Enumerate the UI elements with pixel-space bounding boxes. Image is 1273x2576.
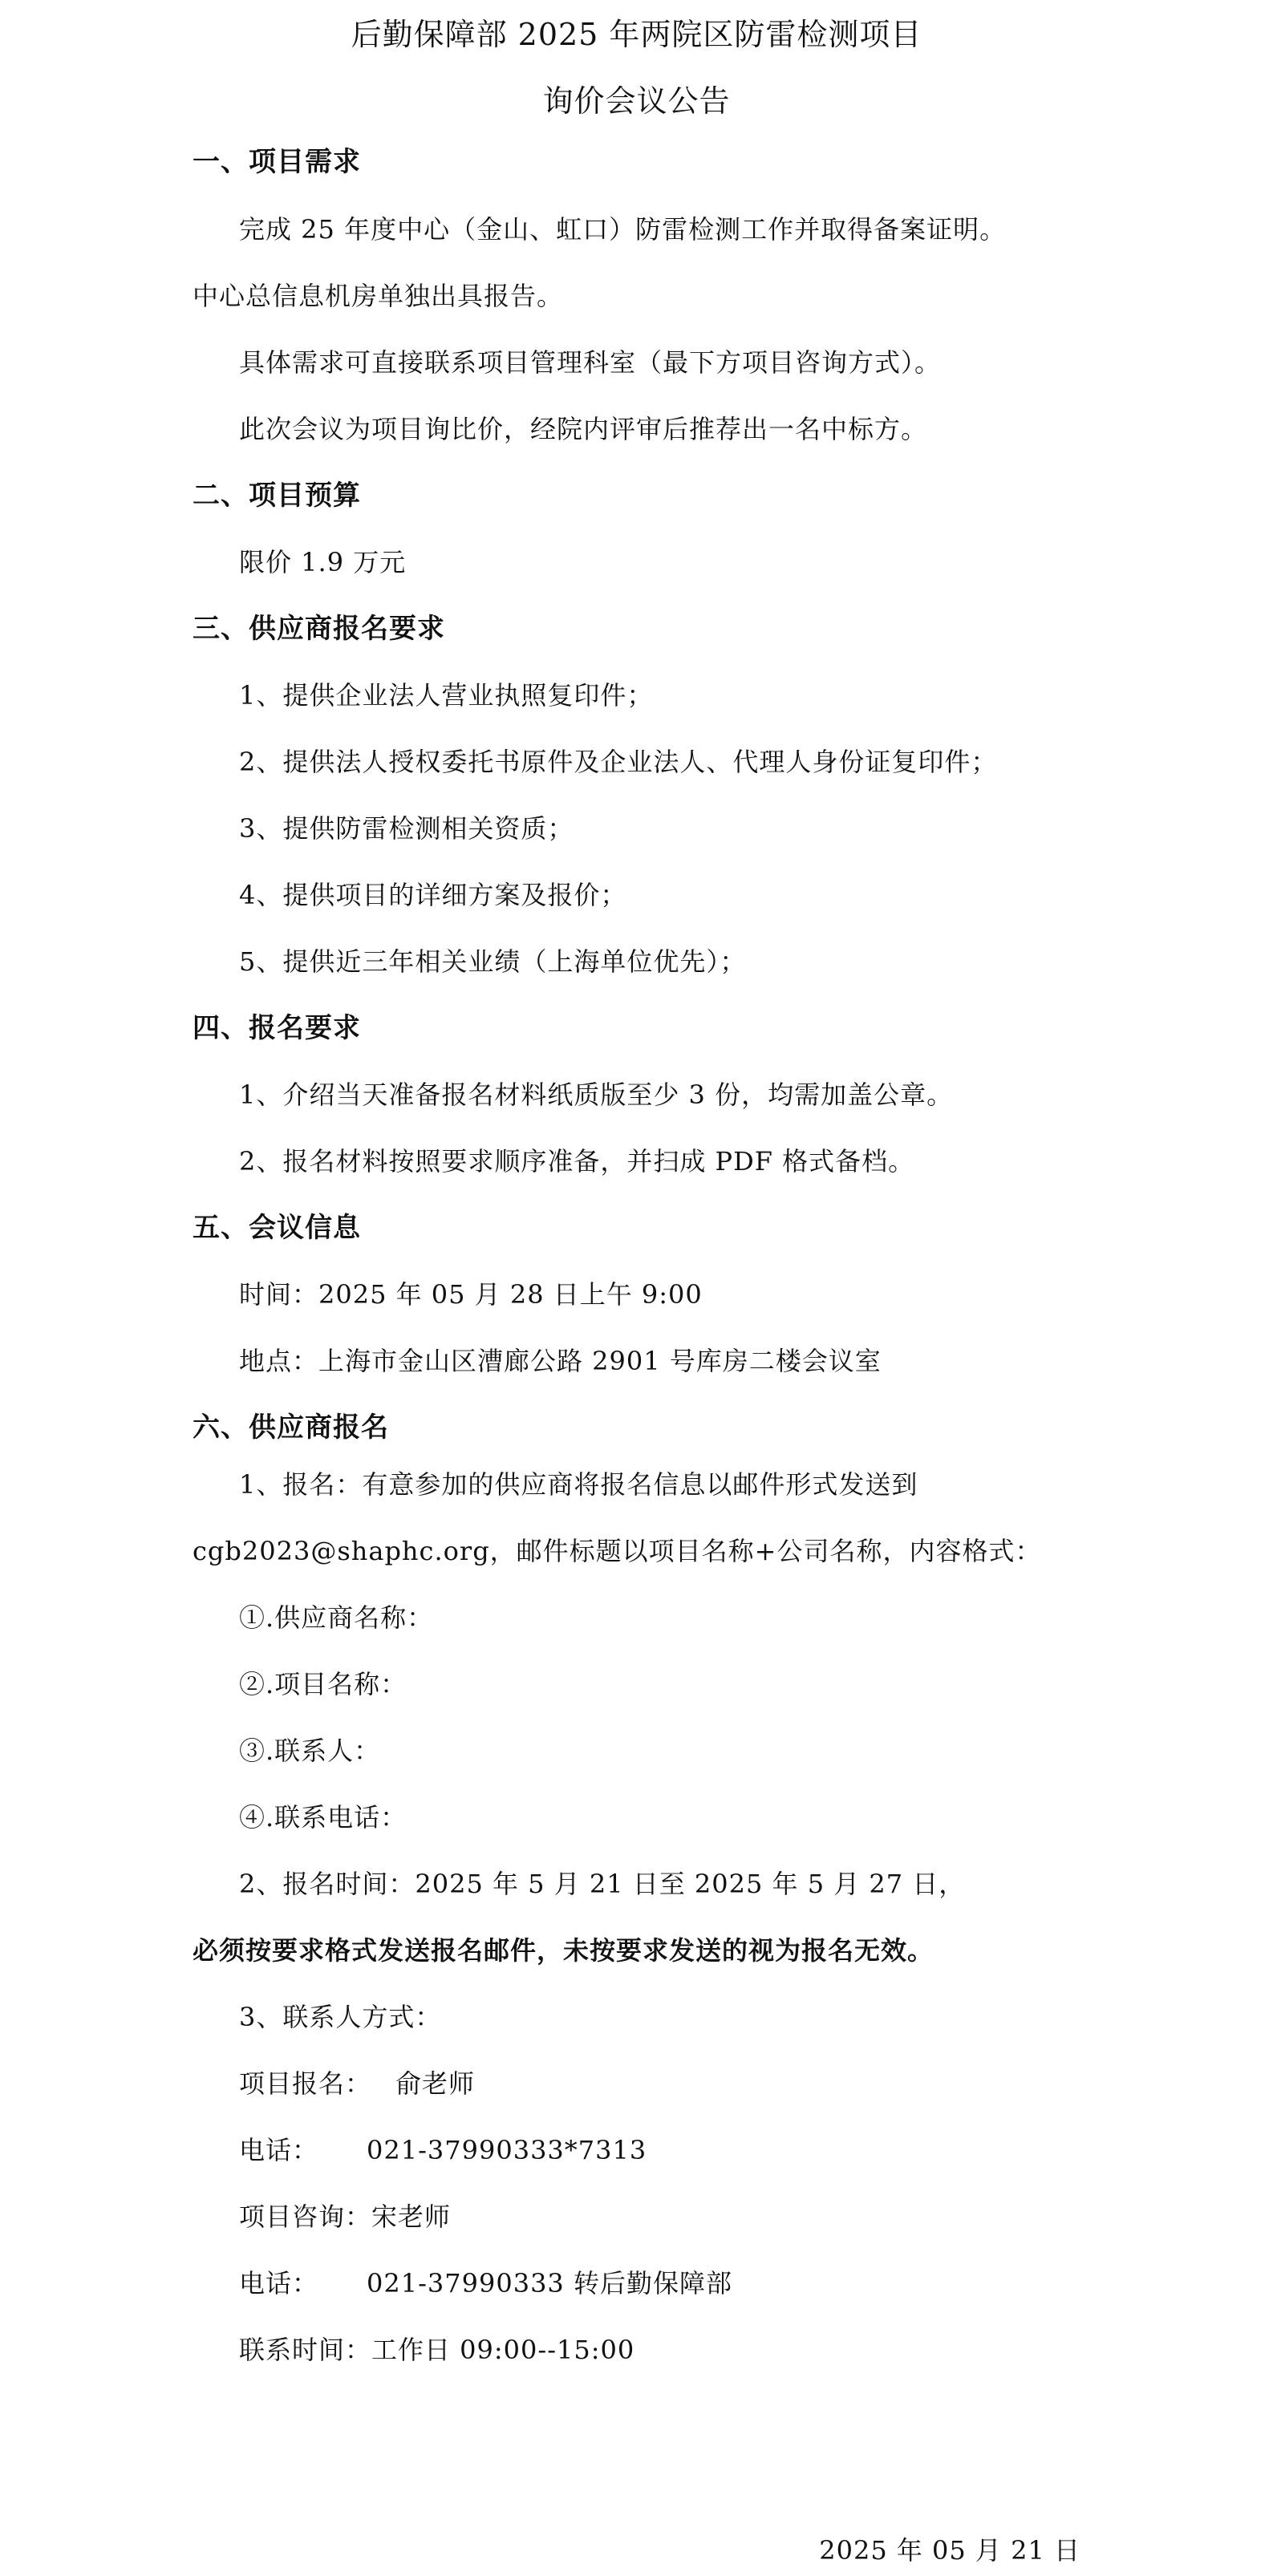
format-field: ④.联系电话： (239, 1802, 407, 1833)
contact-signup-name: 俞老师 (395, 2068, 476, 2099)
meeting-time: 时间：2025 年 05 月 28 日上午 9:00 (239, 1279, 703, 1310)
contact-heading: 3、联系人方式： (239, 2002, 442, 2032)
section-heading-supplier-requirements: 三、供应商报名要求 (193, 613, 445, 645)
section-heading-signup-requirements: 四、报名要求 (193, 1012, 361, 1044)
phone-number: 021-37990333 转后勤保障部 (367, 2268, 732, 2299)
announcement-date: 2025 年 05 月 21 日 (819, 2535, 1080, 2566)
list-item: 2、报名材料按照要求顺序准备，并扫成 PDF 格式备档。 (239, 1146, 915, 1177)
section-heading-requirements: 一、项目需求 (193, 146, 361, 178)
phone-label: 电话： (239, 2135, 319, 2165)
list-item: 4、提供项目的详细方案及报价； (239, 880, 627, 910)
meeting-place: 地点：上海市金山区漕廊公路 2901 号库房二楼会议室 (239, 1346, 882, 1376)
list-item: 3、提供防雷检测相关资质； (239, 813, 574, 844)
format-field: ②.项目名称： (239, 1669, 407, 1699)
list-item: 1、介绍当天准备报名材料纸质版至少 3 份，均需加盖公章。 (239, 1079, 954, 1110)
contact-phone-1 (239, 2134, 647, 2166)
signup-email-instruction: cgb2023@shaphc.org，邮件标题以项目名称+公司名称，内容格式： (193, 1536, 1042, 1566)
format-field: ③.联系人： (239, 1736, 381, 1766)
section-heading-budget: 二、项目预算 (193, 480, 361, 512)
contact-signup-label: 项目报名： (239, 2068, 372, 2099)
list-item: 1、提供企业法人营业执照复印件； (239, 680, 654, 711)
signup-instruction: 1、报名：有意参加的供应商将报名信息以邮件形式发送到 (239, 1469, 918, 1500)
section-heading-meeting-info: 五、会议信息 (193, 1212, 361, 1244)
contact-signup (239, 2068, 475, 2100)
phone-number: 021-37990333*7313 (367, 2135, 647, 2165)
phone-label: 电话： (239, 2268, 319, 2299)
list-item: 2、提供法人授权委托书原件及企业法人、代理人身份证复印件； (239, 747, 998, 777)
contact-consult: 项目咨询：宋老师 (239, 2201, 452, 2232)
list-item: 5、提供近三年相关业绩（上海单位优先）； (239, 946, 747, 977)
signup-warning: 必须按要求格式发送报名邮件，未按要求发送的视为报名无效。 (193, 1935, 934, 1966)
paragraph-requirement-1-cont: 中心总信息机房单独出具报告。 (193, 281, 564, 311)
document-subtitle: 询价会议公告 (542, 83, 731, 119)
paragraph-requirement-2: 具体需求可直接联系项目管理科室（最下方项目咨询方式）。 (239, 347, 942, 378)
section-heading-supplier-signup: 六、供应商报名 (193, 1412, 389, 1444)
budget-limit: 限价 1.9 万元 (239, 547, 407, 577)
contact-phone-2 (239, 2267, 732, 2299)
format-field: ①.供应商名称： (239, 1602, 434, 1633)
paragraph-requirement-1: 完成 25 年度中心（金山、虹口）防雷检测工作并取得备案证明。 (239, 214, 1007, 245)
paragraph-requirement-3: 此次会议为项目询比价，经院内评审后推荐出一名中标方。 (239, 414, 928, 444)
signup-period: 2、报名时间：2025 年 5 月 21 日至 2025 年 5 月 27 日， (239, 1869, 966, 1899)
document-title: 后勤保障部 2025 年两院区防雷检测项目 (351, 17, 922, 52)
contact-hours: 联系时间：工作日 09:00--15:00 (239, 2335, 635, 2365)
